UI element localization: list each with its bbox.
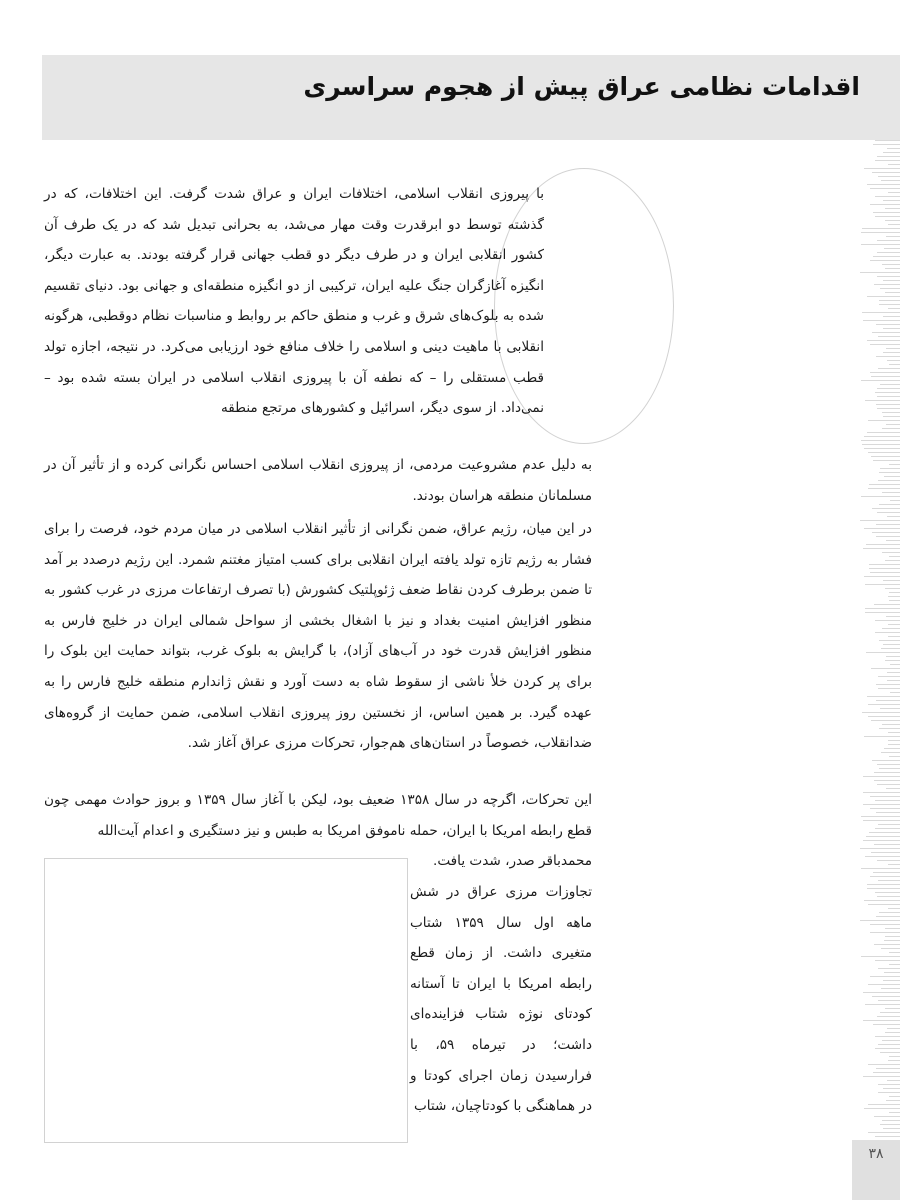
stripe-line (886, 1100, 900, 1101)
stripe-line (863, 992, 900, 993)
stripe-line (884, 940, 900, 941)
stripe-line (874, 772, 900, 773)
stripe-line (860, 848, 900, 849)
stripe-line (890, 664, 900, 665)
stripe-line (878, 880, 900, 881)
stripe-line (863, 320, 900, 321)
stripe-line (860, 272, 900, 273)
stripe-line (867, 884, 900, 885)
stripe-line (879, 300, 900, 301)
stripe-line (873, 256, 900, 257)
stripe-line (865, 612, 900, 613)
stripe-line (880, 1012, 900, 1013)
stripe-line (870, 924, 900, 925)
stripe-line (877, 896, 900, 897)
stripe-line (867, 184, 900, 185)
stripe-line (865, 856, 900, 857)
stripe-line (889, 1112, 900, 1113)
stripe-line (880, 384, 900, 385)
stripe-line (888, 224, 900, 225)
stripe-line (874, 284, 900, 285)
stripe-line (884, 248, 900, 249)
paragraph-3: در این میان، رژیم عراق، ضمن نگرانی از تأثیر انقلاب اسلامی در میان مردم خود، فرصت را برای فشار به رژیم تازه تولد یافته ایران انقلابی برای کسب امتیاز مغتنم شمرد. این رژیم درصدد بر آمد تا ضمن برطرف کردن نقاط ضعف ژئوپلتیک کشورش (با تصرف ارتفاعات مرزی در غرب کشور به منظور افزایش امنیت بغداد و نیز با اشغال بخشی از سواحل شمالی ایران در خلیج فارس به منظور افزایش قدرت خود در آب‌های آزاد)، با گرایش به بلوک غرب، بتواند حمایت این بلوک را برای پر کردن خلأ ناشی از سقوط شاه به دست آورد و نقش ژاندارم منطقه خلیج فارس را به عهده گیرد. بر همین اساس، از نخستین روز پیروزی انقلاب اسلامی، ضمن حمایت از گروه‌های ضدانقلاب، خصوصاً در استان‌های هم‌جوار، تحرکات مرزی عراق آغاز شد. (44, 521, 592, 752)
stripe-line (875, 216, 900, 217)
stripe-line (882, 552, 900, 553)
stripe-line (879, 640, 900, 641)
stripe-line (885, 928, 900, 929)
stripe-line (883, 1128, 900, 1129)
stripe-line (868, 488, 900, 489)
stripe-line (870, 796, 900, 797)
stripe-line (864, 736, 900, 737)
stripe-line (874, 780, 900, 781)
stripe-line (878, 336, 900, 337)
stripe-line (861, 440, 900, 441)
stripe-line (878, 480, 900, 481)
stripe-line (870, 876, 900, 877)
stripe-line (870, 188, 900, 189)
stripe-line (885, 208, 900, 209)
page-number: ۳۸ (868, 1146, 884, 1162)
stripe-line (868, 452, 900, 453)
stripe-line (880, 1124, 900, 1125)
stripe-line (885, 1008, 900, 1009)
stripe-line (888, 864, 900, 865)
stripe-line (875, 140, 900, 141)
stripe-line (872, 996, 900, 997)
stripe-line (889, 600, 900, 601)
stripe-line (867, 340, 900, 341)
stripe-line (870, 260, 900, 261)
stripe-line (882, 264, 900, 265)
stripe-line (868, 984, 900, 985)
stripe-line (876, 524, 900, 525)
stripe-line (885, 292, 900, 293)
stripe-line (885, 220, 900, 221)
stripe-line (872, 532, 900, 533)
stripe-line (877, 276, 900, 277)
stripe-line (875, 1036, 900, 1037)
stripe-line (865, 584, 900, 585)
stripe-line (876, 356, 900, 357)
stripe-line (889, 556, 900, 557)
stripe-line (885, 936, 900, 937)
stripe-line (876, 324, 900, 325)
stripe-line (885, 560, 900, 561)
stripe-line (868, 1064, 900, 1065)
stripe-line (861, 496, 900, 497)
stripe-line (874, 1116, 900, 1117)
stripe-line (877, 396, 900, 397)
stripe-line (879, 768, 900, 769)
stripe-line (888, 636, 900, 637)
stripe-line (877, 784, 900, 785)
stripe-line (882, 724, 900, 725)
stripe-line (876, 916, 900, 917)
stripe-line (878, 824, 900, 825)
paragraph-5: محمدباقر صدر، شدت یافت. (433, 853, 592, 869)
stripe-line (868, 1132, 900, 1133)
stripe-line (883, 644, 900, 645)
stripe-line (877, 156, 900, 157)
stripe-line (875, 892, 900, 893)
stripe-line (872, 760, 900, 761)
stripe-line (873, 144, 900, 145)
stripe-line (875, 392, 900, 393)
stripe-line (879, 728, 900, 729)
stripe-line (889, 464, 900, 465)
stripe-line (880, 288, 900, 289)
stripe-line (875, 196, 900, 197)
stripe-line (885, 660, 900, 661)
stripe-line (866, 836, 900, 837)
stripe-line (877, 408, 900, 409)
stripe-line (881, 180, 900, 181)
stripe-line (889, 756, 900, 757)
stripe-line (863, 792, 900, 793)
stripe-line (879, 504, 900, 505)
stripe-line (888, 192, 900, 193)
stripe-line (878, 368, 900, 369)
stripe-line (875, 800, 900, 801)
stripe-line (882, 412, 900, 413)
stripe-line (879, 472, 900, 473)
stripe-line (867, 888, 900, 889)
stripe-line (872, 172, 900, 173)
stripe-line (879, 912, 900, 913)
stripe-line (876, 536, 900, 537)
stripe-line (870, 372, 900, 373)
stripe-line (877, 860, 900, 861)
stripe-line (888, 908, 900, 909)
stripe-line (874, 844, 900, 845)
stripe-line (886, 236, 900, 237)
stripe-line (887, 516, 900, 517)
stripe-line (878, 676, 900, 677)
stripe-line (882, 1040, 900, 1041)
stripe-line (886, 656, 900, 657)
stripe-line (870, 976, 900, 977)
stripe-line (889, 1056, 900, 1057)
stripe-line (883, 352, 900, 353)
stripe-line (874, 944, 900, 945)
stripe-line (865, 400, 900, 401)
stripe-line (878, 1044, 900, 1045)
stripe-line (882, 628, 900, 629)
stripe-line (873, 1024, 900, 1025)
stripe-line (883, 416, 900, 417)
stripe-line (860, 920, 900, 921)
stripe-line (873, 212, 900, 213)
stripe-line (888, 732, 900, 733)
stripe-line (863, 776, 900, 777)
stripe-line (863, 1076, 900, 1077)
stripe-line (880, 468, 900, 469)
stripe-line (861, 868, 900, 869)
stripe-line (877, 1016, 900, 1017)
stripe-line (888, 308, 900, 309)
stripe-line (887, 1028, 900, 1029)
stripe-line (881, 988, 900, 989)
stripe-line (868, 1104, 900, 1105)
stripe-line (863, 804, 900, 805)
page-number-box (852, 1140, 900, 1200)
stripe-line (870, 808, 900, 809)
stripe-line (870, 344, 900, 345)
stripe-line (888, 596, 900, 597)
stripe-line (864, 436, 900, 437)
stripe-line (889, 592, 900, 593)
stripe-line (875, 632, 900, 633)
stripe-line (867, 296, 900, 297)
stripe-line (884, 748, 900, 749)
stripe-line (883, 580, 900, 581)
stripe-line (878, 968, 900, 969)
stripe-line (875, 1136, 900, 1137)
stripe-line (876, 812, 900, 813)
stripe-line (887, 672, 900, 673)
stripe-line (861, 956, 900, 957)
stripe-line (876, 684, 900, 685)
stripe-line (886, 540, 900, 541)
stripe-line (875, 828, 900, 829)
stripe-line (879, 304, 900, 305)
stripe-line (877, 512, 900, 513)
stripe-line (881, 648, 900, 649)
stripe-line (883, 328, 900, 329)
stripe-line (877, 240, 900, 241)
page-title: اقدامات نظامی عراق پیش از هجوم سراسری (303, 72, 860, 101)
stripe-line (868, 420, 900, 421)
stripe-line (863, 1020, 900, 1021)
stripe-line (877, 764, 900, 765)
stripe-line (880, 708, 900, 709)
stripe-line (870, 204, 900, 205)
stripe-line (867, 432, 900, 433)
stripe-line (875, 160, 900, 161)
stripe-line (874, 604, 900, 605)
stripe-line (864, 576, 900, 577)
stripe-line (883, 200, 900, 201)
stripe-line (868, 704, 900, 705)
stripe-line (877, 252, 900, 253)
stripe-line (888, 1060, 900, 1061)
stripe-line (871, 456, 900, 457)
stripe-line (887, 1080, 900, 1081)
stripe-line (876, 700, 900, 701)
stripe-line (890, 500, 900, 501)
stripe-line (871, 668, 900, 669)
stripe-line (889, 364, 900, 365)
stripe-line (887, 360, 900, 361)
stripe-line (873, 1072, 900, 1073)
stripe-line (884, 972, 900, 973)
stripe-line (870, 932, 900, 933)
stripe-line (883, 316, 900, 317)
stripe-line (878, 176, 900, 177)
stripe-line (864, 168, 900, 169)
stripe-line (869, 832, 900, 833)
stripe-line (872, 332, 900, 333)
decorative-stripes (860, 140, 900, 1150)
stripe-line (882, 428, 900, 429)
stripe-line (881, 948, 900, 949)
stripe-line (888, 740, 900, 741)
stripe-line (865, 1004, 900, 1005)
stripe-line (888, 744, 900, 745)
stripe-line (873, 460, 900, 461)
paragraph-6: تجاوزات مرزی عراق در شش ماهه اول سال ۱۳۵۹ شتاب متغیری داشت. از زمان قطع رابطه امریکا با ایران تا آستانه کودتای نوژه شتاب فزاینده‌ای داشت؛ در تیرماه ۵۹، با فرارسیدن زمان اجرای کودتا و در هماهنگی با کودتاچیان، شتاب (410, 884, 593, 1115)
stripe-line (864, 528, 900, 529)
stripe-line (889, 964, 900, 965)
stripe-line (885, 1032, 900, 1033)
stripe-line (883, 280, 900, 281)
paragraph-1: با پیروزی انقلاب اسلامی، اختلافات ایران و عراق شدت گرفت. این اختلافات، که در گذشته توسط دو ابرقدرت وقت مهار می‌شد، به بحرانی تبدیل شد که در یک طرف آن کشور انقلابی ایران و در طرف دیگر دو قطب جهانی قرار گرفته بودند. به عبارت دیگر، انگیزه آغازگران جنگ علیه ایران، ترکیبی از دو انگیزه منطقه‌ای و جهانی بود. دنیای تقسیم شده به بلوک‌های شرق و غرب و منطق حاکم بر روابط و مناسبات نظام دوقطبی، هرگونه انقلابی با ماهیت دینی و اسلامی را خلاف منافع خود ارزیابی می‌کرد. در نتیجه، اجازه تولد قطب مستقلی را – که نطفه آن با پیروزی انقلاب اسلامی در ایران بسته شده بود – نمی‌داد. از سوی دیگر، اسرائیل و کشورهای مرتجع منطقه (44, 186, 544, 417)
stripe-line (886, 788, 900, 789)
paragraph-2: به دلیل عدم مشروعیت مردمی، از پیروزی انقلاب اسلامی احساس نگرانی کرده و از تأثیر آن در مسلمانان منطقه هراسان بودند. (44, 457, 592, 504)
stripe-line (869, 568, 900, 569)
stripe-line (870, 572, 900, 573)
stripe-line (888, 164, 900, 165)
stripe-line (886, 616, 900, 617)
stripe-line (871, 720, 900, 721)
stripe-line (882, 492, 900, 493)
stripe-line (871, 852, 900, 853)
stripe-line (877, 388, 900, 389)
stripe-line (885, 588, 900, 589)
stripe-line (861, 232, 900, 233)
stripe-line (886, 424, 900, 425)
stripe-line (887, 680, 900, 681)
stripe-line (867, 696, 900, 697)
stripe-line (866, 652, 900, 653)
stripe-line (862, 444, 900, 445)
stripe-line (888, 624, 900, 625)
stripe-line (863, 840, 900, 841)
stripe-line (878, 688, 900, 689)
stripe-line (882, 1120, 900, 1121)
stripe-line (873, 872, 900, 873)
stripe-line (875, 1048, 900, 1049)
stripe-line (864, 1108, 900, 1109)
stripe-line (883, 980, 900, 981)
stripe-line (880, 1052, 900, 1053)
stripe-line (876, 1068, 900, 1069)
stripe-line (889, 952, 900, 953)
stripe-line (861, 816, 900, 817)
stripe-line (868, 716, 900, 717)
stripe-line (883, 1088, 900, 1089)
stripe-line (864, 900, 900, 901)
stripe-line (869, 564, 900, 565)
stripe-line (861, 380, 900, 381)
image-placeholder (44, 858, 408, 1143)
stripe-line (883, 152, 900, 153)
stripe-line (884, 476, 900, 477)
stripe-line (864, 448, 900, 449)
stripe-line (863, 548, 900, 549)
stripe-line (878, 1084, 900, 1085)
stripe-line (890, 692, 900, 693)
stripe-line (862, 228, 900, 229)
stripe-line (876, 404, 900, 405)
stripe-line (860, 520, 900, 521)
stripe-line (886, 348, 900, 349)
stripe-line (885, 268, 900, 269)
stripe-line (868, 904, 900, 905)
stripe-line (866, 544, 900, 545)
stripe-line (861, 244, 900, 245)
stripe-line (889, 1096, 900, 1097)
stripe-line (865, 608, 900, 609)
stripe-line (881, 752, 900, 753)
stripe-line (878, 1000, 900, 1001)
stripe-line (871, 376, 900, 377)
paragraph-4: این تحرکات، اگرچه در سال ۱۳۵۸ ضعیف بود، لیکن با آغاز سال ۱۳۵۹ و بروز حوادث مهمی چون قطع رابطه امریکا با ایران، حمله ناموفق امریکا به طبس و نیز دستگیری و اعدام آیت‌الله (44, 792, 593, 839)
stripe-line (878, 1092, 900, 1093)
stripe-line (863, 820, 900, 821)
stripe-line (887, 148, 900, 149)
stripe-line (875, 620, 900, 621)
stripe-line (872, 508, 900, 509)
stripe-line (862, 712, 900, 713)
stripe-line (862, 312, 900, 313)
stripe-line (875, 960, 900, 961)
stripe-line (869, 484, 900, 485)
